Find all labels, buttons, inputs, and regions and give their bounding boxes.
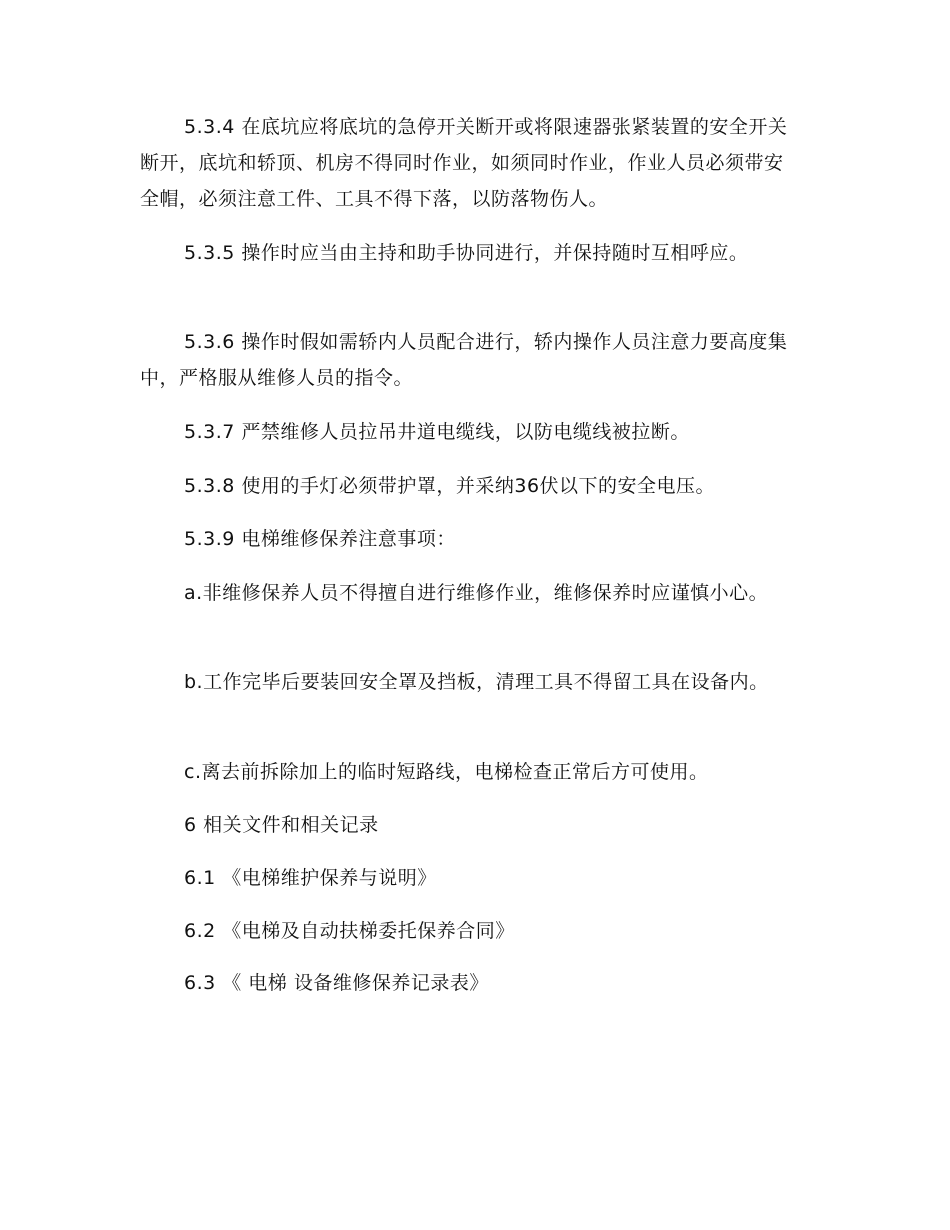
paragraph-5-3-6: 5.3.6 操作时假如需轿内人员配合进行，轿内操作人员注意力要高度集中，严格服从维修人员的指令。 <box>140 331 788 389</box>
paragraph-item-c: c.离去前拆除加上的临时短路线，电梯检查正常后方可使用。 <box>184 761 709 783</box>
reference-6-3: 6.3 《 电梯 设备维修保养记录表》 <box>184 972 489 994</box>
paragraph-5-3-7: 5.3.7 严禁维修人员拉吊井道电缆线，以防电缆线被拉断。 <box>184 421 690 443</box>
paragraph-item-a: a.非维修保养人员不得擅自进行维修作业，维修保养时应谨慎小心。 <box>184 582 769 604</box>
paragraph-item-b: b.工作完毕后要装回安全罩及挡板，清理工具不得留工具在设备内。 <box>184 671 769 693</box>
section-heading-6: 6 相关文件和相关记录 <box>184 814 379 836</box>
reference-6-2: 6.2 《电梯及自动扶梯委托保养合同》 <box>184 920 515 942</box>
reference-6-1: 6.1 《电梯维护保养与说明》 <box>184 867 437 889</box>
paragraph-5-3-4: 5.3.4 在底坑应将底坑的急停开关断开或将限速器张紧装置的安全开关断开，底坑和轿顶、机房不得同时作业，如须同时作业，作业人员必须带安全帽，必须注意工件、工具不得下落，以防落物伤人。 <box>140 116 788 210</box>
paragraph-5-3-8: 5.3.8 使用的手灯必须带护罩，并采纳36伏以下的安全电压。 <box>184 475 716 497</box>
paragraph-5-3-9: 5.3.9 电梯维修保养注意事项： <box>184 528 456 550</box>
paragraph-5-3-5: 5.3.5 操作时应当由主持和助手协同进行，并保持随时互相呼应。 <box>184 242 749 264</box>
